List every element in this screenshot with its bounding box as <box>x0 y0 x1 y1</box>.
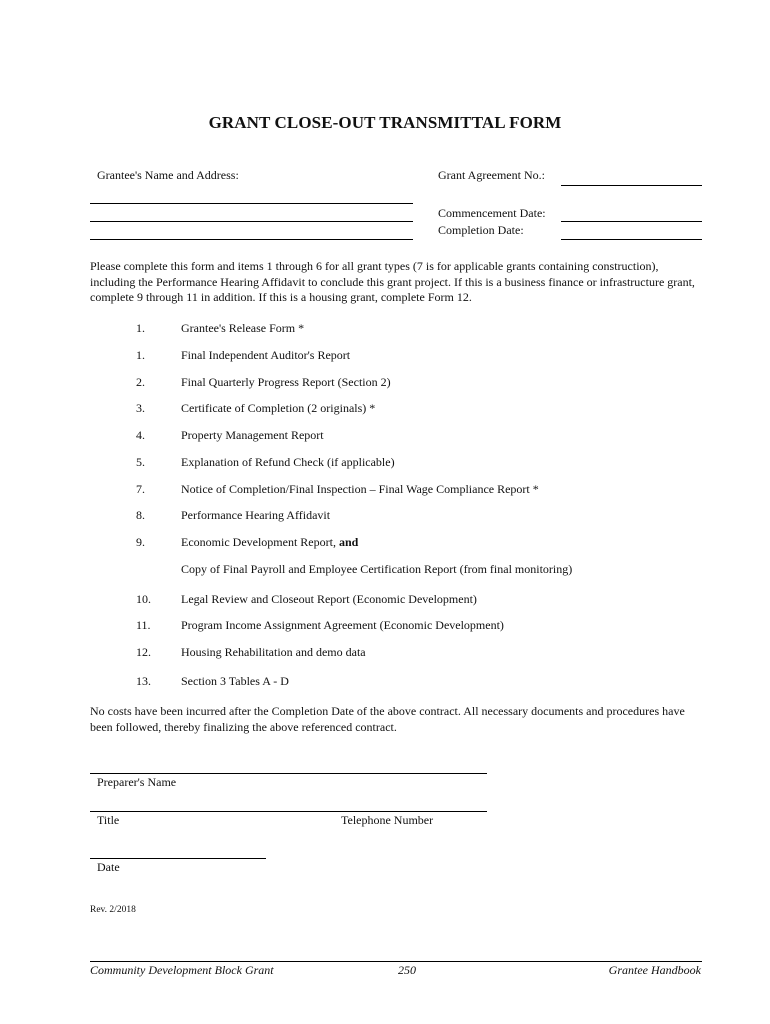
commencement-date-field[interactable] <box>561 221 702 222</box>
item-bold-suffix: and <box>338 535 359 549</box>
title-phone-field[interactable] <box>90 811 487 812</box>
grant-agreement-field[interactable] <box>561 185 702 186</box>
telephone-label: Telephone Number <box>341 813 434 827</box>
item-text: Final Independent Auditor's Report <box>181 348 351 362</box>
item-text: Property Management Report <box>181 428 324 442</box>
item-number: 11. <box>136 618 151 632</box>
preparer-name-field[interactable] <box>90 773 487 774</box>
item-number: 1. <box>136 348 145 362</box>
date-label: Date <box>97 860 120 874</box>
item-number: 1. <box>136 321 145 335</box>
commencement-date-label: Commencement Date: <box>438 206 546 220</box>
footer-right: Grantee Handbook <box>608 963 701 977</box>
item-number: 7. <box>136 482 145 496</box>
date-field[interactable] <box>90 858 266 859</box>
item-text: Final Quarterly Progress Report (Section 2) <box>181 375 391 389</box>
preparer-name-label: Preparer's Name <box>97 775 177 789</box>
statement-paragraph: No costs have been incurred after the Completion Date of the above contract. All necessary documents and procedures have been followed, thereby finalizing the above referenced contract. <box>90 704 685 734</box>
item-number: 3. <box>136 401 145 415</box>
item-number: 5. <box>136 455 145 469</box>
item-text: Certificate of Completion (2 originals) * <box>181 401 376 415</box>
revision-note: Rev. 2/2018 <box>90 905 136 915</box>
item-number: 2. <box>136 375 145 389</box>
item-text: Legal Review and Closeout Report (Economic Development) <box>181 592 477 606</box>
footer-divider <box>90 961 702 962</box>
item-number: 10. <box>136 592 151 606</box>
item-number: 4. <box>136 428 145 442</box>
item-text: Explanation of Refund Check (if applicable) <box>181 455 395 469</box>
instructions-paragraph: Please complete this form and items 1 through 6 for all grant types (7 is for applicable grants containing construction), including the Performance Hearing Affidavit to conclude this grant project. If this is a business finance or infrastructure grant, complete 9 through 11 in addition. If this is a housing grant, complete Form 12. <box>90 259 695 304</box>
item-text: Section 3 Tables A - D <box>181 674 289 688</box>
item-number: 9. <box>136 535 145 549</box>
title-label: Title <box>97 813 120 827</box>
item-text: Copy of Final Payroll and Employee Certification Report (from final monitoring) <box>181 562 573 576</box>
completion-date-label: Completion Date: <box>438 223 524 237</box>
grant-agreement-label: Grant Agreement No.: <box>438 168 545 182</box>
item-text-with-bold <box>181 535 358 550</box>
item-text: Performance Hearing Affidavit <box>181 508 331 522</box>
page-number: 250 <box>398 963 416 977</box>
item-text: Housing Rehabilitation and demo data <box>181 645 366 659</box>
item-text: Notice of Completion/Final Inspection – Final Wage Compliance Report * <box>181 482 539 496</box>
grantee-address-line-2[interactable] <box>90 221 413 222</box>
grantee-address-line-1[interactable] <box>90 203 413 204</box>
form-title: GRANT CLOSE-OUT TRANSMITTAL FORM <box>208 113 562 132</box>
footer-left: Community Development Block Grant <box>90 963 274 977</box>
item-number: 13. <box>136 674 151 688</box>
item-text: Economic Development Report, <box>181 535 339 549</box>
item-number: 8. <box>136 508 145 522</box>
grantee-address-line-3[interactable] <box>90 239 413 240</box>
item-number: 12. <box>136 645 151 659</box>
item-text: Grantee's Release Form * <box>181 321 305 335</box>
grantee-name-label: Grantee's Name and Address: <box>97 168 239 182</box>
item-text: Program Income Assignment Agreement (Economic Development) <box>181 618 504 632</box>
completion-date-field[interactable] <box>561 239 702 240</box>
